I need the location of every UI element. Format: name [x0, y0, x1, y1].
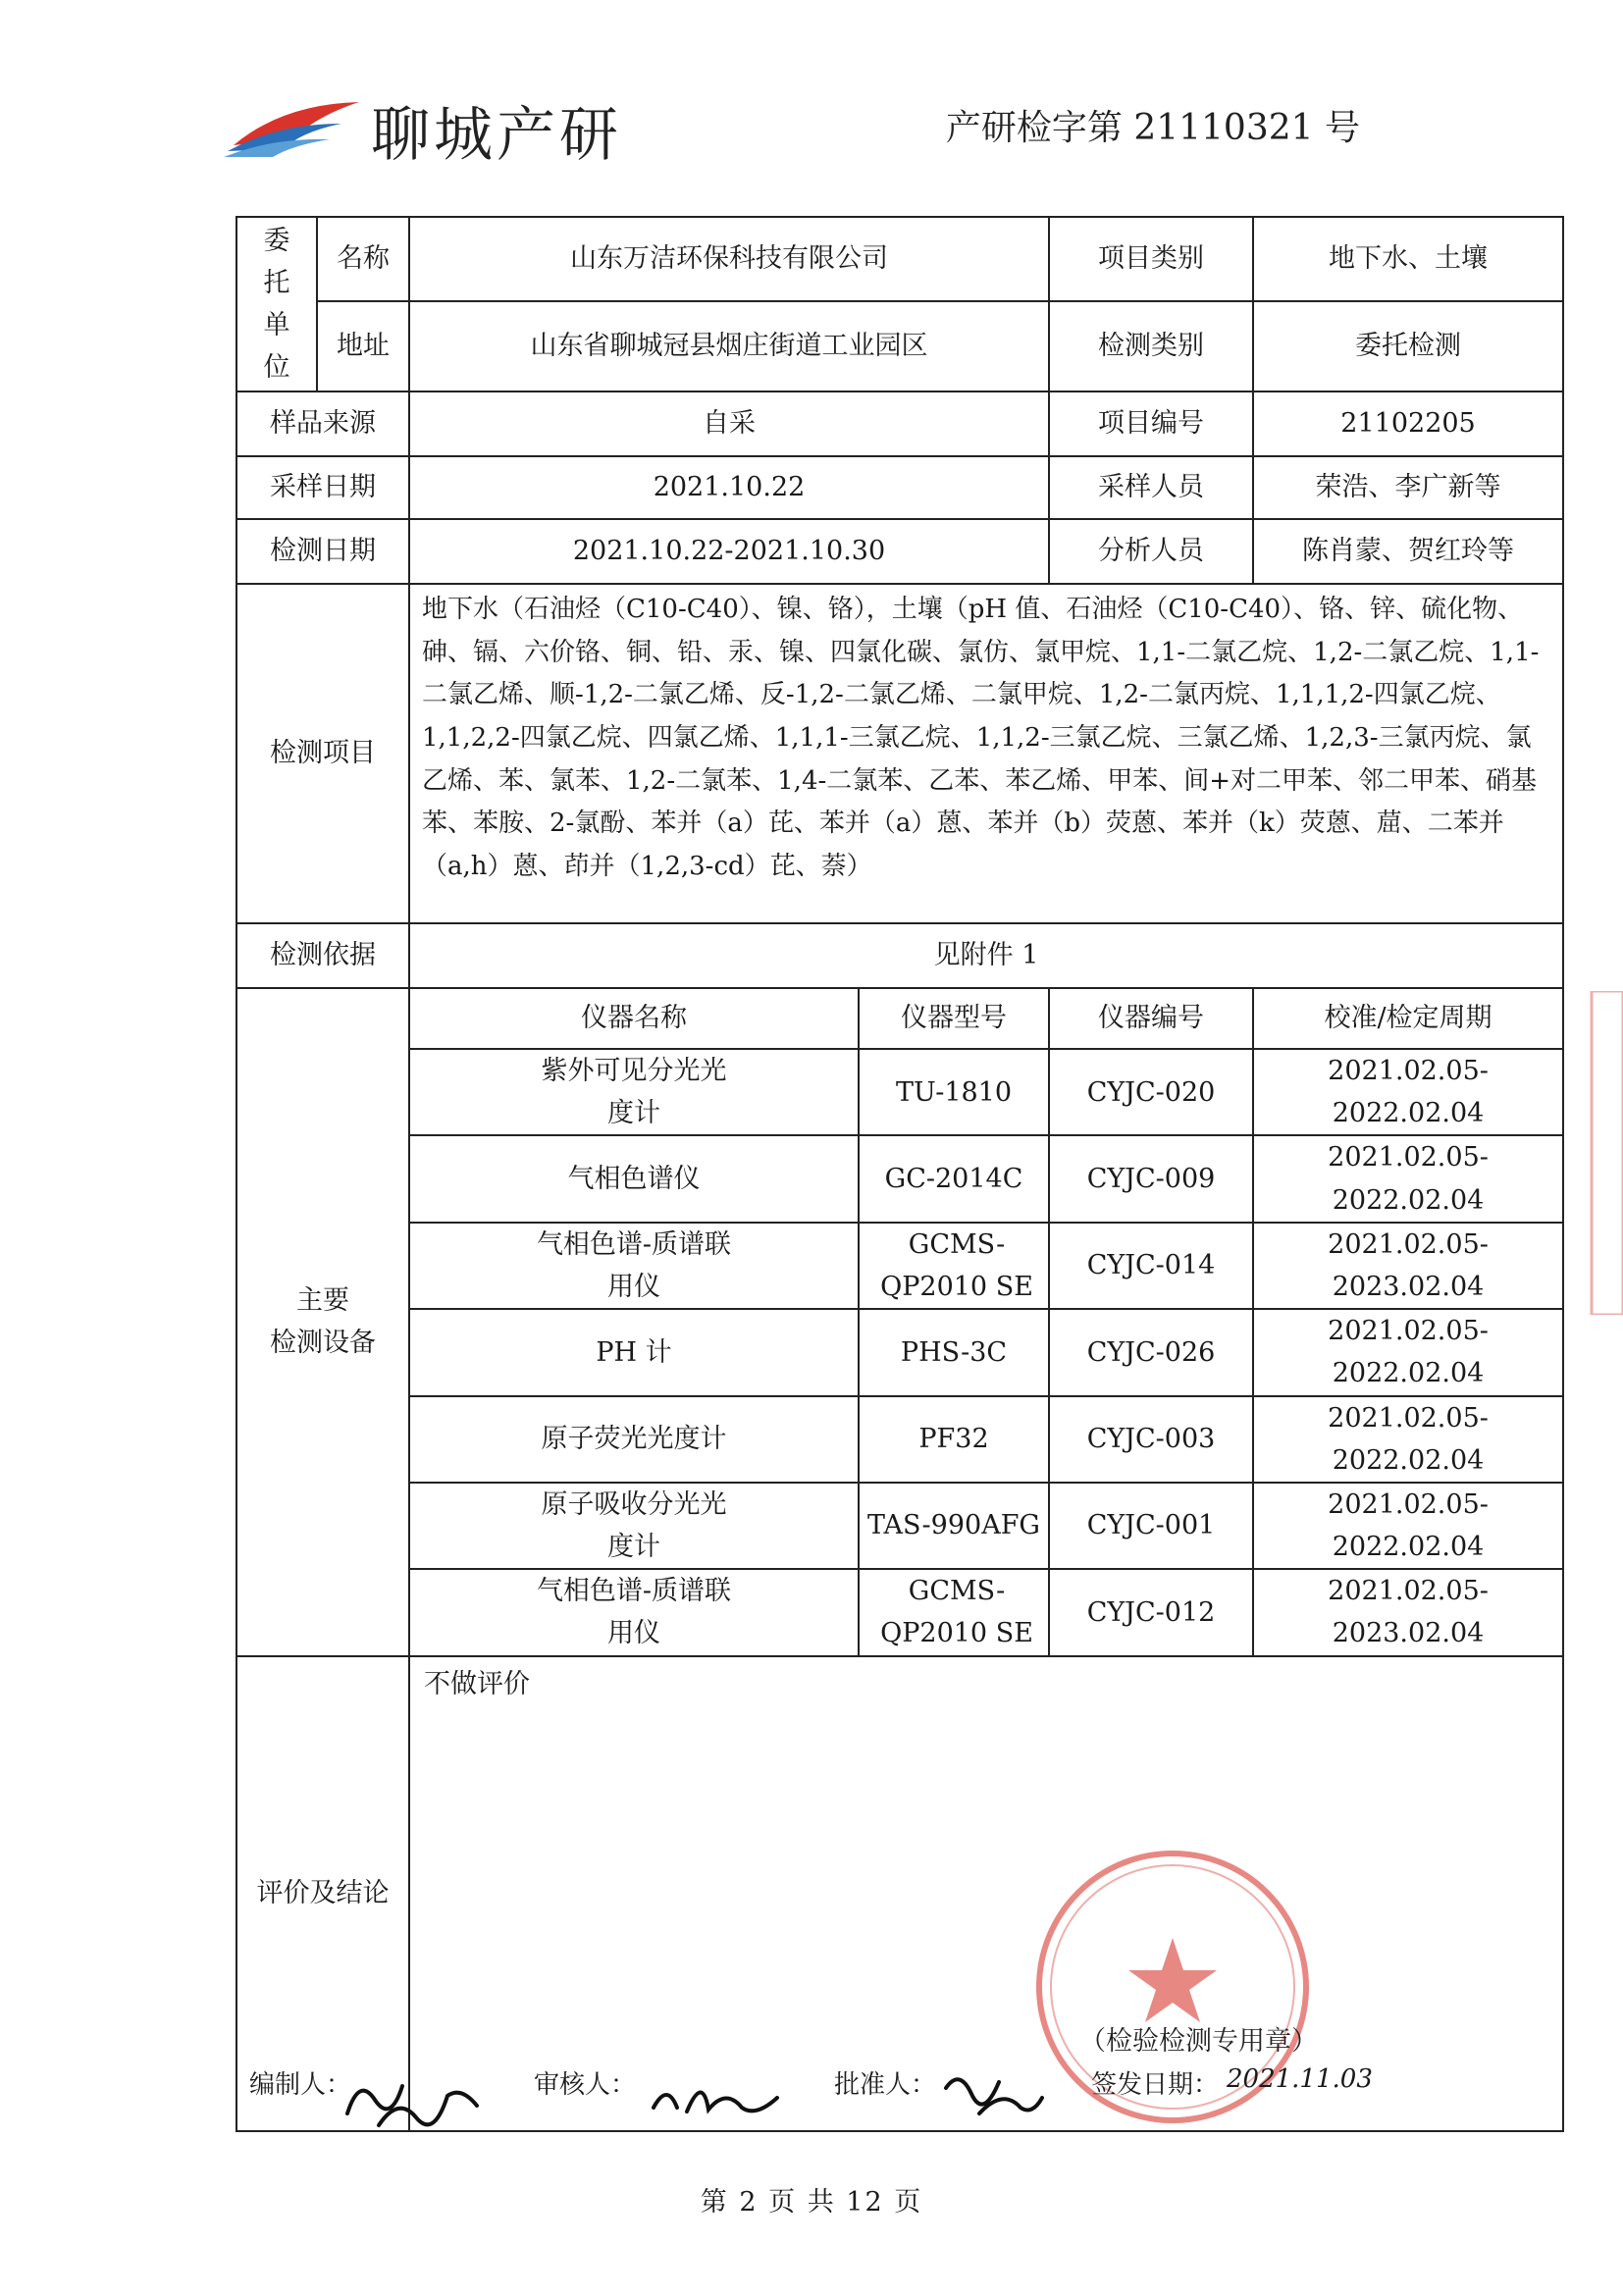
equipment-header-period: 校准/检定周期 — [1253, 988, 1563, 1049]
test-type-label: 检测类别 — [1049, 301, 1253, 391]
equipment-label — [236, 988, 409, 1656]
company-logo — [224, 88, 655, 170]
equipment-model: GCMS-QP2010 SE — [859, 1223, 1049, 1309]
issue-date-label: 签发日期： — [1091, 2070, 1220, 2100]
equipment-period: 2021.02.05-2022.02.04 — [1253, 1309, 1563, 1395]
client-label-text: 委 托 单 位 — [263, 225, 290, 384]
equipment-code: CYJC-020 — [1049, 1049, 1253, 1135]
project-no-label: 项目编号 — [1049, 391, 1253, 456]
sample-source-label: 样品来源 — [236, 391, 409, 456]
equipment-period: 2021.02.05-2022.02.04 — [1253, 1396, 1563, 1483]
basis-label: 检测依据 — [236, 923, 409, 988]
equipment-code: CYJC-001 — [1049, 1483, 1253, 1569]
equipment-model: PF32 — [859, 1396, 1049, 1483]
address-label: 地址 — [317, 301, 409, 391]
equipment-code: CYJC-012 — [1049, 1569, 1253, 1655]
equipment-name: 气相色谱-质谱联用仪 — [409, 1569, 859, 1655]
table-row — [236, 1569, 1563, 1655]
equipment-model: PHS-3C — [859, 1309, 1049, 1395]
items-label: 检测项目 — [236, 584, 409, 923]
editor-signature — [340, 2057, 487, 2139]
equipment-code: CYJC-009 — [1049, 1135, 1253, 1222]
approver-label: 批准人： — [834, 2070, 937, 2100]
table-row — [236, 1049, 1563, 1135]
conclusion-label: 评价及结论 — [236, 1656, 409, 2131]
equipment-period: 2021.02.05-2023.02.04 — [1253, 1569, 1563, 1655]
seam-stamp-icon — [1582, 991, 1623, 1315]
equipment-code: CYJC-003 — [1049, 1396, 1253, 1483]
sail-logo-icon — [224, 94, 361, 159]
equipment-model: TU-1810 — [859, 1049, 1049, 1135]
equipment-code: CYJC-026 — [1049, 1309, 1253, 1395]
sample-source-value: 自采 — [409, 391, 1049, 456]
equipment-name: 原子荧光光度计 — [409, 1396, 859, 1483]
equipment-name: 气相色谱仪 — [409, 1135, 859, 1222]
issue-date-value: 2021.11.03 — [1227, 2064, 1373, 2094]
table-row — [236, 1309, 1563, 1395]
items-value: 地下水（石油烃（C10-C40）、镍、铬），土壤（pH 值、石油烃（C10-C40）、铬、锌、硫化物、砷、镉、六价铬、铜、铅、汞、镍、四氯化碳、氯仿、氯甲烷、1,1-二氯乙烷、1,2-二氯乙烷、1,1-二氯乙烯、顺-1,2-二氯乙烯、反-1,2-二氯乙烯、二氯甲烷、1,2-二氯丙烷、1,1,1,2-四氯乙烷、1,1,2,2-四氯乙烷、四氯乙烯、1,1,1-三氯乙烷、1,1,2-三氯乙烷、三氯乙烯、1,2,3-三氯丙烷、氯乙烯、苯、氯苯、1,2-二氯苯、1,4-二氯苯、乙苯、苯乙烯、甲苯、间+对二甲苯、邻二甲苯、硝基苯、苯胺、2-氯酚、苯并（a）芘、苯并（a）蒽、苯并（b）荧蒽、苯并（k）荧蒽、䓛、二苯并（a,h）蒽、茚并（1,2,3-cd）芘、萘） — [409, 584, 1563, 923]
project-type-label: 项目类别 — [1049, 217, 1253, 301]
table-row — [236, 1135, 1563, 1222]
test-date-label: 检测日期 — [236, 519, 409, 584]
equipment-header-name: 仪器名称 — [409, 988, 859, 1049]
equipment-header-code: 仪器编号 — [1049, 988, 1253, 1049]
equipment-period: 2021.02.05-2022.02.04 — [1253, 1483, 1563, 1569]
table-row — [236, 1223, 1563, 1309]
client-label — [236, 217, 317, 391]
approver-signature — [940, 2059, 1048, 2127]
equipment-label-text: 主要 检测设备 — [270, 1285, 376, 1359]
project-no-value: 21102205 — [1253, 391, 1563, 456]
equipment-name: 原子吸收分光光度计 — [409, 1483, 859, 1569]
equipment-model: GC-2014C — [859, 1135, 1049, 1222]
basis-value: 见附件 1 — [409, 923, 1563, 988]
sampling-date-value: 2021.10.22 — [409, 456, 1049, 519]
equipment-name: 气相色谱-质谱联用仪 — [409, 1223, 859, 1309]
logo-text: 聊城产研 — [371, 101, 622, 170]
project-type-value: 地下水、土壤 — [1253, 217, 1563, 301]
editor-label: 编制人： — [249, 2070, 352, 2100]
equipment-name: PH 计 — [409, 1309, 859, 1395]
sampler-value: 荣浩、李广新等 — [1253, 456, 1563, 519]
reviewer-signature — [648, 2068, 785, 2127]
test-type-value: 委托检测 — [1253, 301, 1563, 391]
equipment-name: 紫外可见分光光度计 — [409, 1049, 859, 1135]
sampler-label: 采样人员 — [1049, 456, 1253, 519]
report-info-table — [236, 216, 1564, 2132]
address-value: 山东省聊城冠县烟庄街道工业园区 — [409, 301, 1049, 391]
client-name-value: 山东万洁环保科技有限公司 — [409, 217, 1049, 301]
equipment-period: 2021.02.05-2023.02.04 — [1253, 1223, 1563, 1309]
equipment-period: 2021.02.05-2022.02.04 — [1253, 1049, 1563, 1135]
report-number: 产研检字第 21110321 号 — [945, 108, 1360, 148]
analyst-value: 陈肖蒙、贺红玲等 — [1253, 519, 1563, 584]
equipment-period: 2021.02.05-2022.02.04 — [1253, 1135, 1563, 1222]
table-row — [236, 1483, 1563, 1569]
equipment-code: CYJC-014 — [1049, 1223, 1253, 1309]
table-row — [236, 1396, 1563, 1483]
sampling-date-label: 采样日期 — [236, 456, 409, 519]
conclusion-value: 不做评价 — [409, 1656, 1563, 2131]
page-footer: 第 2 页 共 12 页 — [700, 2187, 923, 2218]
test-date-value: 2021.10.22-2021.10.30 — [409, 519, 1049, 584]
reviewer-label: 审核人： — [534, 2070, 637, 2100]
equipment-model: GCMS-QP2010 SE — [859, 1569, 1049, 1655]
equipment-header-model: 仪器型号 — [859, 988, 1049, 1049]
name-label: 名称 — [317, 217, 409, 301]
stamp-label: （检验检测专用章） — [1079, 2026, 1318, 2057]
analyst-label: 分析人员 — [1049, 519, 1253, 584]
equipment-model: TAS-990AFG — [859, 1483, 1049, 1569]
